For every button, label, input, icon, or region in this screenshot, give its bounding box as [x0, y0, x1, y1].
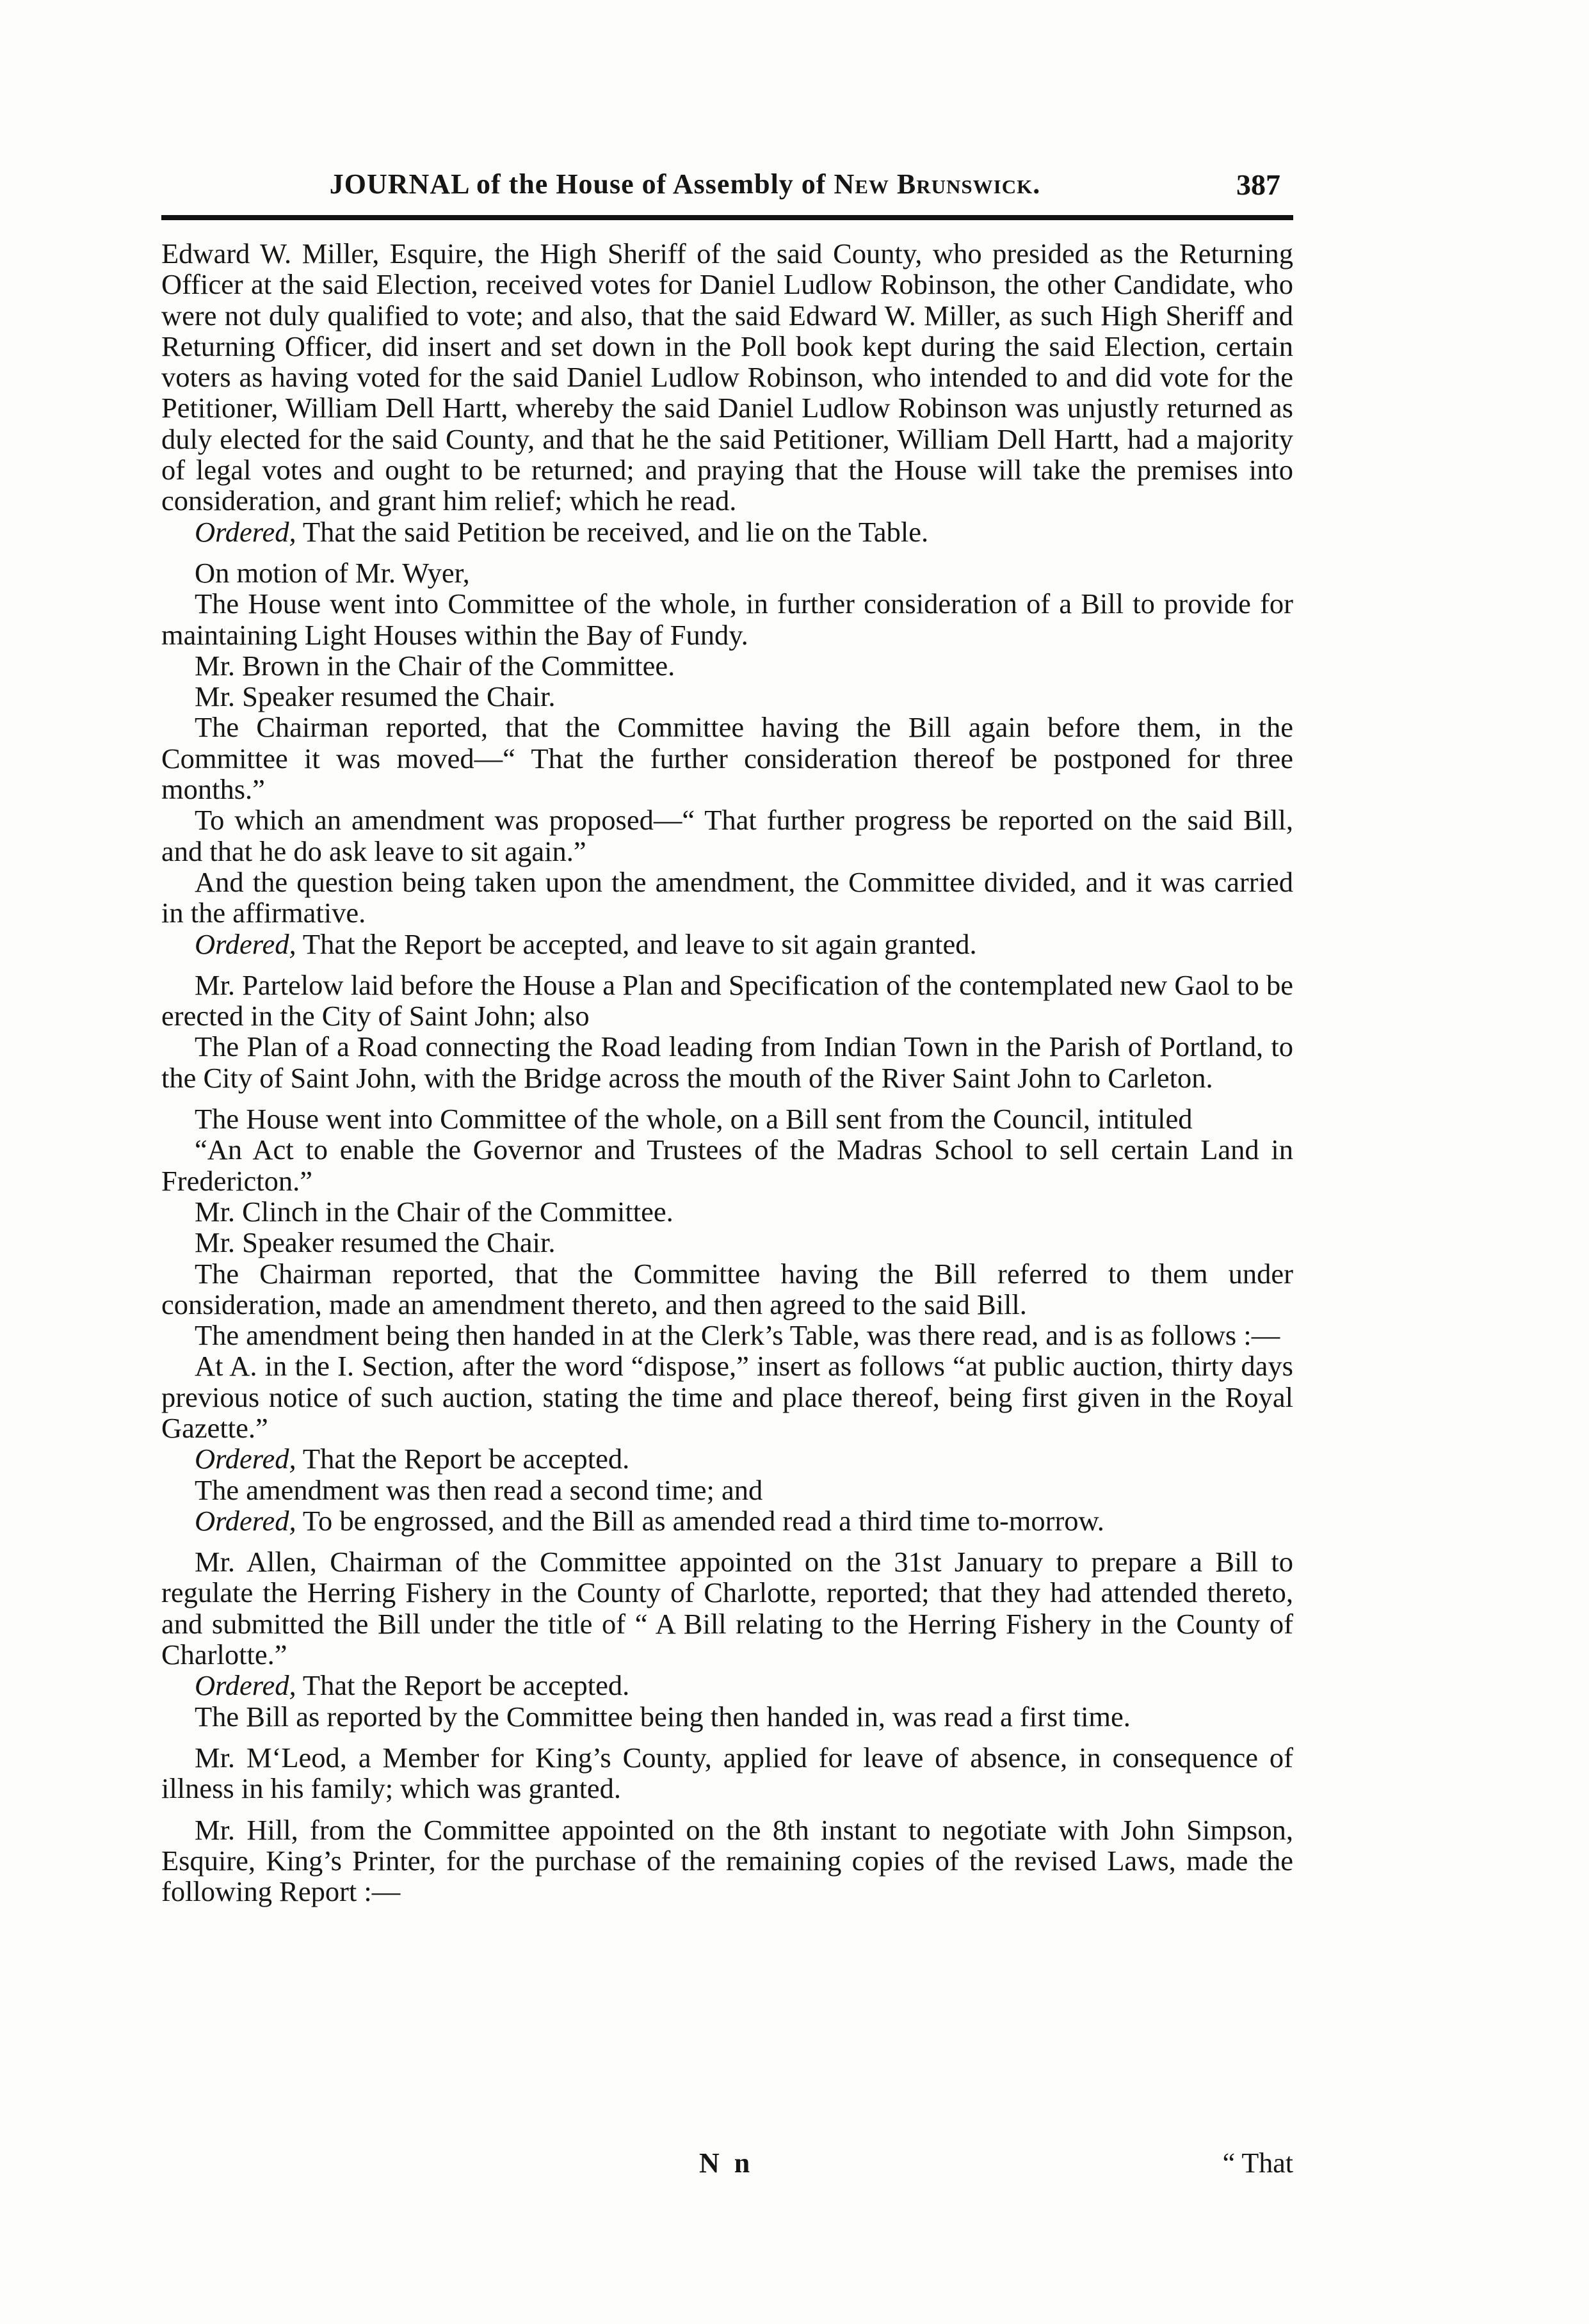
paragraph-speaker: Mr. Speaker resumed the Chair.	[195, 680, 556, 713]
paragraph-motion: On motion of Mr. Wyer,	[195, 556, 470, 589]
ordered-label: Ordered,	[195, 927, 296, 960]
catchword: “ That	[1222, 2147, 1293, 2179]
paragraph-speaker: Mr. Speaker resumed the Chair.	[195, 1226, 556, 1259]
ordered-label: Ordered,	[195, 1669, 296, 1702]
paragraph-text: That the Report be accepted.	[296, 1443, 630, 1475]
page-number: 387	[1236, 168, 1280, 201]
paragraph-chairman-report: The Chairman reported, that the Committee having the Bill referred to them under consideration, made an amendment thereto, and then agreed to the said Bill.	[161, 1257, 1293, 1320]
paragraph-gaol-plan: Mr. Partelow laid before the House a Plan and Specification of the contemplated new Gaol to be erected in the City of Saint John; also	[161, 968, 1293, 1032]
ordered-label: Ordered,	[195, 1504, 296, 1537]
paragraph-act-title: “An Act to enable the Governor and Trustees of the Madras School to sell certain Land in Fredericton.”	[161, 1134, 1293, 1197]
paragraph-herring-fishery: Mr. Allen, Chairman of the Committee appointed on the 31st January to prepare a Bill to regulate the Herring Fishery in the County of Charlotte, reported; that they had attended thereto, and submitted the Bill under the title of “ A Bill relating to the Herring Fishery in the County of Charlotte.”	[161, 1546, 1293, 1671]
paragraph-road-plan: The Plan of a Road connecting the Road leading from Indian Town in the Parish of Portland, to the City of Saint John, with the Bridge across the mouth of the River Saint John to Carleton.	[161, 1030, 1293, 1094]
paragraph-text: To be engrossed, and the Bill as amended read a third time to-morrow.	[296, 1504, 1104, 1537]
paragraph-leave-of-absence: Mr. M‘Leod, a Member for King’s County, applied for leave of absence, in consequence of illness in his family; which was granted.	[161, 1741, 1293, 1805]
paragraph-amendment-proposed: To which an amendment was proposed—“ That further progress be reported on the said Bill, and that he do ask leave to sit again.”	[161, 804, 1293, 867]
paragraph-ordered	[161, 1670, 1293, 1701]
running-title	[186, 168, 1184, 200]
paragraph-printer-report: Mr. Hill, from the Committee appointed on the 8th instant to negotiate with John Simpson, Esquire, King’s Printer, for the purchase of the remaining copies of the revised Laws, made the following Report :—	[161, 1813, 1293, 1908]
paragraph-council-bill: The House went into Committee of the whole, on a Bill sent from the Council, intituled	[195, 1103, 1193, 1135]
paragraph-chair: Mr. Brown in the Chair of the Committee.	[195, 649, 675, 682]
ordered-label: Ordered,	[195, 1443, 296, 1475]
paragraph-ordered	[161, 517, 1293, 547]
paragraph-question-taken: And the question being taken upon the amendment, the Committee divided, and it was carried in the affirmative.	[161, 865, 1293, 929]
paragraph-chair: Mr. Clinch in the Chair of the Committee.	[195, 1195, 674, 1228]
header-rule	[161, 215, 1293, 220]
paragraph-light-houses-bill: The House went into Committee of the whole, in further consideration of a Bill to provide for maintaining Light Houses within the Bay of Fundy.	[161, 588, 1293, 651]
running-header	[186, 168, 1280, 206]
running-title-text: JOURNAL of the House of Assembly of	[329, 168, 834, 200]
paragraph-text: That the Report be accepted.	[296, 1669, 630, 1702]
running-title-period: .	[1033, 168, 1041, 200]
running-title-province: New Brunswick	[834, 168, 1033, 200]
page-footer	[161, 2147, 1293, 2179]
paragraph-second-reading: The amendment was then read a second time; and	[195, 1473, 763, 1506]
journal-text	[161, 238, 1293, 1907]
signature-mark: N n	[699, 2147, 754, 2179]
paragraph-amendment-text: At A. in the I. Section, after the word “dispose,” insert as follows “at public auction, thirty days previous notice of such auction, stating the time and place thereof, being first given in the Royal Gazette.”	[161, 1350, 1293, 1444]
paragraph-ordered	[161, 1443, 1293, 1474]
paragraph-amendment-handed: The amendment being then handed in at the Clerk’s Table, was there read, and is as follows :—	[195, 1319, 1280, 1352]
paragraph-ordered	[161, 1505, 1293, 1536]
paragraph-petition-continued: Edward W. Miller, Esquire, the High Sheriff of the said County, who presided as the Returning Officer at the said Election, received votes for Daniel Ludlow Robinson, the other Candidate, who were not duly qualified to vote; and also, that the said Edward W. Miller, as such High Sheriff and Returning Officer, did insert and set down in the Poll book kept during the said Election, certain voters as having voted for the said Daniel Ludlow Robinson, who intended to and did vote for the Petitioner, William Dell Hartt, whereby the said Daniel Ludlow Robinson was unjustly returned as duly elected for the said County, and that he the said Petitioner, William Dell Hartt, had a majority of legal votes and ought to be returned; and praying that the House will take the premises into consideration, and grant him relief; which he read.	[161, 237, 1293, 517]
paragraph-chairman-report: The Chairman reported, that the Committee having the Bill again before them, in the Committee it was moved—“ That the further consideration thereof be postponed for three months.”	[161, 711, 1293, 806]
paragraph-text: That the said Petition be received, and lie on the Table.	[296, 515, 929, 548]
paragraph-ordered	[161, 929, 1293, 959]
ordered-label: Ordered,	[195, 515, 296, 548]
paragraph-text: That the Report be accepted, and leave to sit again granted.	[296, 927, 977, 960]
paragraph-first-reading: The Bill as reported by the Committee being then handed in, was read a first time.	[195, 1700, 1131, 1733]
